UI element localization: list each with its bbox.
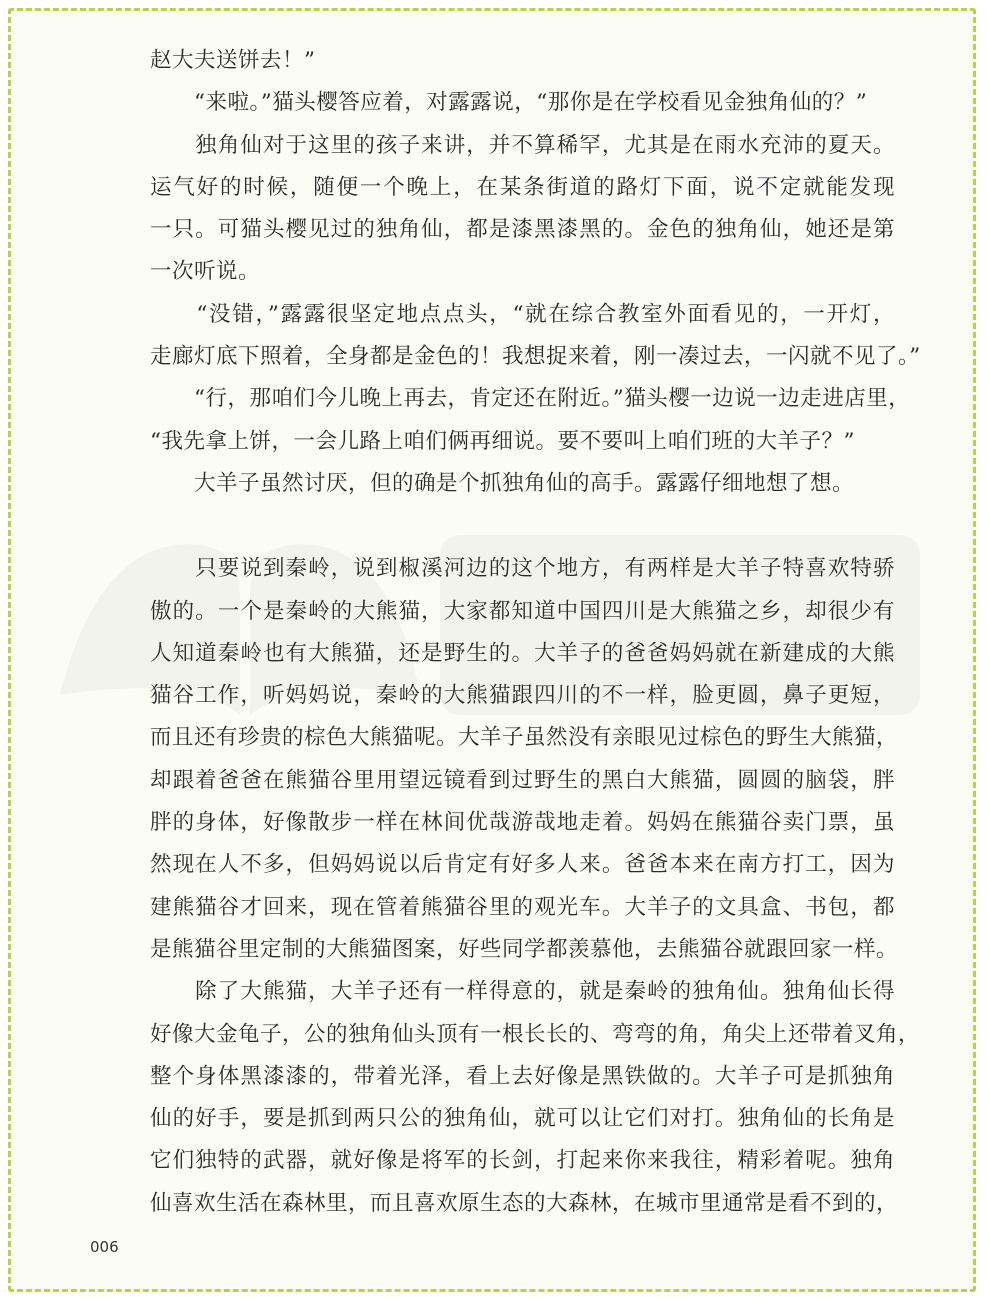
text-line: 仙的好手，要是抓到两只公的独角仙，就可以让它们对打。独角仙的长角是 — [150, 1106, 895, 1132]
text-line: 除了大熊猫，大羊子还有一样得意的，就是秦岭的独角仙。独角仙长得 — [150, 979, 895, 1005]
text-line: 整个身体黑漆漆的，带着光泽，看上去好像是黑铁做的。大羊子可是抓独角 — [150, 1063, 895, 1089]
text-line: 运气好的时候，随便一个晚上，在某条街道的路灯下面，说不定就能发现 — [150, 174, 895, 200]
text-line: 只要说到秦岭，说到椒溪河边的这个地方，有两样是大羊子特喜欢特骄 — [150, 556, 895, 582]
text-line: 独角仙对于这里的孩子来讲，并不算稀罕，尤其是在雨水充沛的夏天。 — [150, 132, 895, 158]
text-line: 走廊灯底下照着，全身都是金色的！我想捉来着，刚一凑过去，一闪就不见了。” — [150, 344, 921, 370]
text-line: 一次听说。 — [150, 259, 261, 285]
text-line: 然现在人不多，但妈妈说以后肯定有好多人来。爸爸本来在南方打工，因为 — [150, 852, 895, 878]
book-text — [150, 40, 921, 1225]
text-line: 猫谷工作，听妈妈说，秦岭的大熊猫跟四川的不一样，脸更圆，鼻子更短， — [150, 683, 895, 709]
text-line: 而且还有珍贵的棕色大熊猫呢。大羊子虽然没有亲眼见过棕色的野生大熊猫， — [150, 725, 899, 751]
page-number: 006 — [90, 1238, 119, 1256]
section-break — [150, 505, 895, 548]
text-line: 是熊猫谷里定制的大熊猫图案，好些同学都羡慕他，去熊猫谷就跟回家一样。 — [150, 936, 899, 962]
text-line: “我先拿上饼，一会儿路上咱们俩再细说。要不要叫上咱们班的大羊子？” — [150, 428, 855, 454]
text-line: 建熊猫谷才回来，现在管着熊猫谷里的观光车。大羊子的文具盒、书包，都 — [150, 894, 895, 920]
text-line: 胖的身体，好像散步一样在林间优哉游哉地走着。妈妈在熊猫谷卖门票，虽 — [150, 810, 895, 836]
text-line: 一只。可猫头樱见过的独角仙，都是漆黑漆黑的。金色的独角仙，她还是第 — [150, 217, 895, 243]
paragraph-block-bottom — [150, 548, 921, 1225]
text-line: “行，那咱们今儿晚上再去，肯定还在附近。”猫头樱一边说一边走进店里， — [150, 386, 911, 412]
text-line: 仙喜欢生活在森林里，而且喜欢原生态的大森林，在城市里通常是看不到的， — [150, 1190, 899, 1216]
text-line: 大羊子虽然讨厌，但的确是个抓独角仙的高手。露露仔细地想了想。 — [150, 470, 855, 496]
text-line: “没错，”露露很坚定地点点头，“就在综合教室外面看见的，一开灯， — [150, 301, 895, 327]
text-line: 人知道秦岭也有大熊猫，还是野生的。大羊子的爸爸妈妈就在新建成的大熊 — [150, 640, 895, 666]
text-line: 好像大金龟子，公的独角仙头顶有一根长长的、弯弯的角，角尖上还带着叉角， — [150, 1021, 921, 1047]
text-line: 赵大夫送饼去！” — [150, 48, 316, 73]
text-line: “来啦。”猫头樱答应着，对露露说，“那你是在学校看见金独角仙的？” — [150, 90, 868, 116]
text-line: 却跟着爸爸在熊猫谷里用望远镜看到过野生的黑白大熊猫，圆圆的脑袋，胖 — [150, 767, 895, 793]
text-line: 它们独特的武器，就好像是将军的长剑，打起来你来我往，精彩着呢。独角 — [150, 1148, 895, 1174]
text-line: 傲的。一个是秦岭的大熊猫，大家都知道中国四川是大熊猫之乡，却很少有 — [150, 598, 895, 624]
paragraph-block-top — [150, 40, 921, 505]
